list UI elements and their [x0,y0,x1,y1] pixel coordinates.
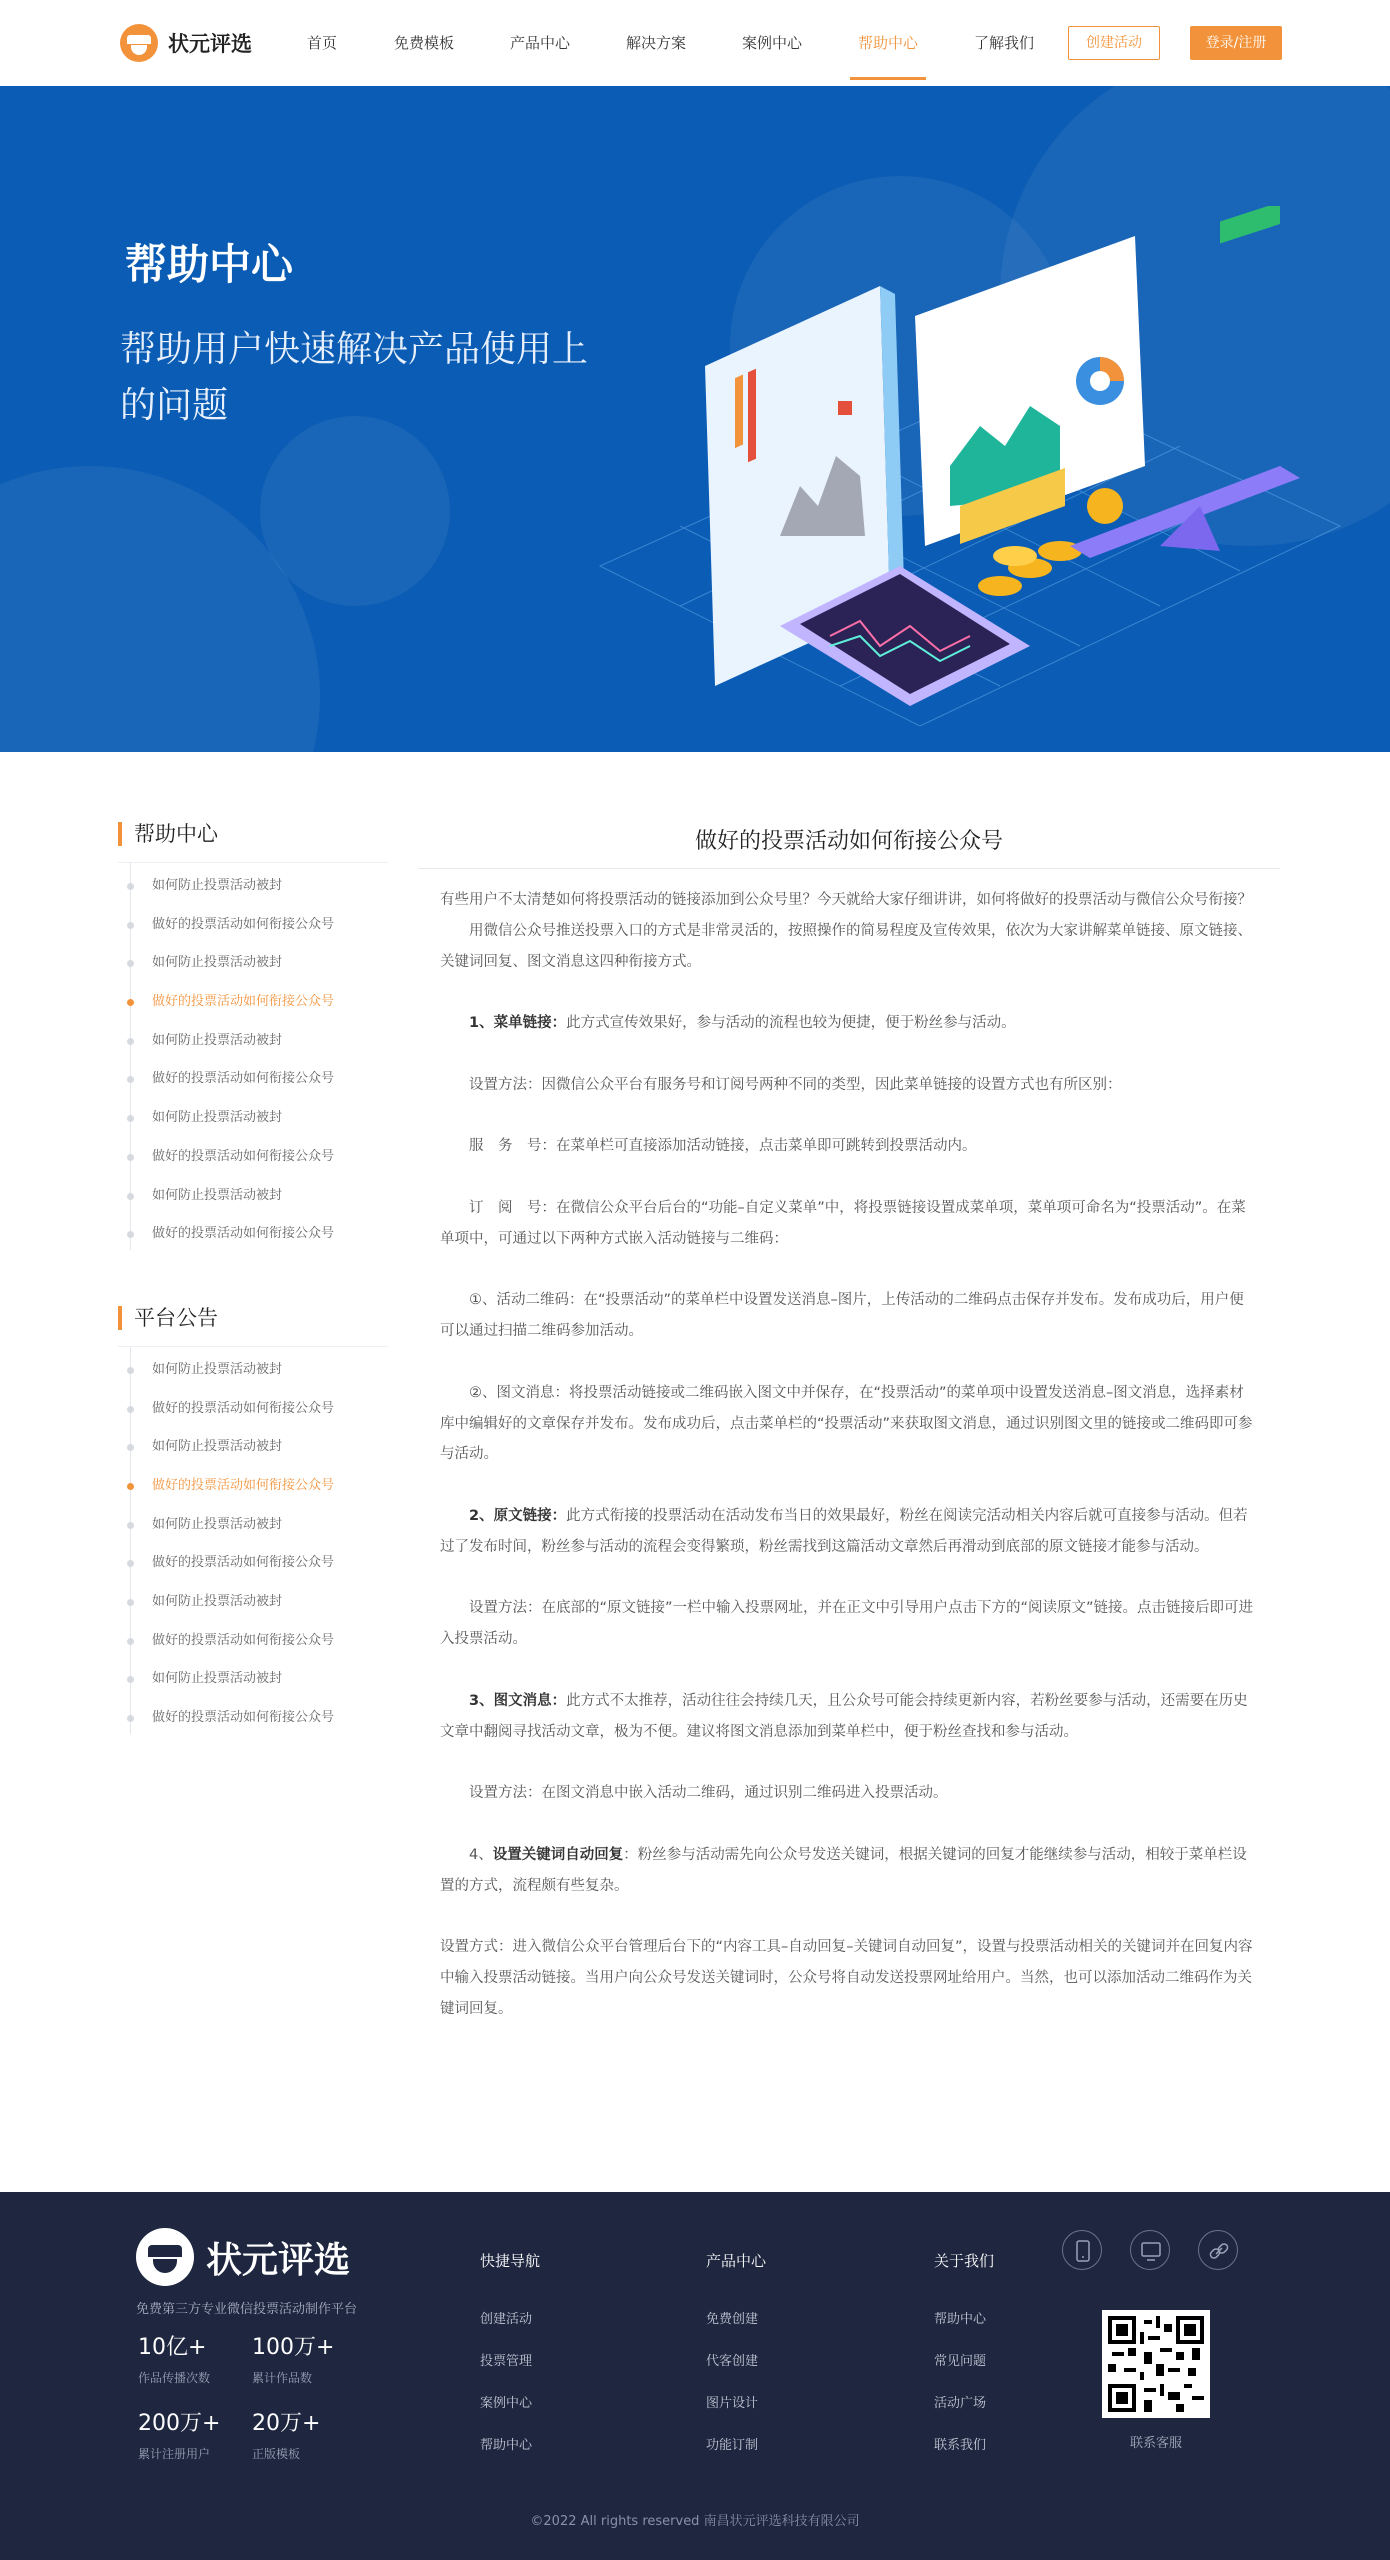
sidebar-item[interactable]: 做好的投票活动如何衔接公众号 [130,1390,388,1429]
article [418,822,1280,2024]
footer-link[interactable]: 免费创建 [706,2312,759,2327]
article-paragraph: 设置方式：进入微信公众平台管理后台下的“内容工具–自动回复–关键词自动回复”，设置与投票活动相关的关键词并在回复内容中输入投票活动链接。当用户向公众号发送关键词时，公众号将自动发送投票网址给用户。当然，也可以添加活动二维码作为关键词回复。 [440,1939,1253,2017]
footer-link[interactable]: 创建活动 [480,2312,533,2327]
article-body [418,885,1280,2024]
sidebar-item[interactable]: 做好的投票活动如何衔接公众号 [130,1699,388,1738]
section-heading: 3、图文消息： [469,1692,567,1709]
link-icon[interactable] [1198,2230,1238,2270]
phone-icon[interactable] [1062,2230,1102,2270]
sidebar-section-help [118,822,388,1254]
footer-column-nav [480,2250,600,2454]
footer-stat: 10亿+ 作品传播次数 [138,2335,211,2385]
nav-free-templates[interactable]: 免费模板 [393,34,454,52]
footer-logo-icon [136,2228,194,2286]
main-nav [284,0,1042,86]
sidebar-item[interactable]: 做好的投票活动如何衔接公众号 [130,1060,388,1099]
nav-about[interactable]: 了解我们 [973,34,1034,52]
footer-slogan: 免费第三方专业微信投票活动制作平台 [136,2302,358,2317]
article-paragraph: ①、活动二维码：在“投票活动”的菜单栏中设置发送消息–图片，上传活动的二维码点击保存并发布。发布成功后，用户便可以通过扫描二维码参加活动。 [440,1292,1244,1340]
footer-column-title: 关于我们 [934,2252,995,2270]
footer-link[interactable]: 活动广场 [934,2396,987,2411]
logo-text: 状元评选 [168,32,252,56]
hero-banner [0,86,1390,752]
sidebar-item[interactable]: 如何防止投票活动被封 [130,1660,388,1699]
article-paragraph: 服 务 号：在菜单栏可直接添加活动链接，点击菜单即可跳转到投票活动内。 [469,1138,977,1155]
article-paragraph: 3、图文消息：此方式不太推荐，活动往往会持续几天，且公众号可能会持续更新内容，若粉丝要参与活动，还需要在历史文章中翻阅寻找活动文章，极为不便。建议将图文消息添加到菜单栏中，便于粉丝查找和参与活动。 [440,1692,1248,1740]
nav-help-center[interactable]: 帮助中心 [850,0,926,86]
article-paragraph: 1、菜单链接：此方式宣传效果好，参与活动的流程也较为便捷，便于粉丝参与活动。 [469,1015,1016,1032]
footer-column-title: 快捷导航 [480,2252,541,2270]
footer-link[interactable]: 常见问题 [934,2354,987,2369]
footer-stat: 20万+ 正版模板 [252,2411,321,2461]
sidebar-item[interactable]: 做好的投票活动如何衔接公众号 [130,1138,388,1177]
footer-link[interactable]: 帮助中心 [934,2312,987,2327]
hero-subtitle: 帮助用户快速解决产品使用上的问题 [120,329,589,426]
hero-title: 帮助中心 [125,240,294,289]
help-sidebar [118,822,388,1738]
footer-column-title: 产品中心 [706,2252,767,2270]
article-paragraph: 订 阅 号：在微信公众平台后台的“功能–自定义菜单”中，将投票链接设置成菜单项，菜单项可命名为“投票活动”。在菜单项中，可通过以下两种方式嵌入活动链接与二维码： [440,1199,1246,1247]
sidebar-title: 平台公告 [118,1306,388,1330]
sidebar-title: 帮助中心 [118,822,388,846]
section-heading: 设置关键词自动回复 [492,1846,624,1863]
data-dashboard-illustration [560,206,1360,726]
sidebar-item[interactable]: 做好的投票活动如何衔接公众号 [130,1544,388,1583]
nav-solutions[interactable]: 解决方案 [625,34,686,52]
footer-logo[interactable] [136,2228,350,2286]
article-paragraph: 有些用户不太清楚如何将投票活动的链接添加到公众号里？今天就给大家仔细讲讲，如何将做好的投票活动与微信公众号衔接？ [440,892,1252,908]
article-paragraph: 设置方法：在图文消息中嵌入活动二维码，通过识别二维码进入投票活动。 [469,1785,948,1802]
footer-link[interactable]: 帮助中心 [480,2438,533,2453]
footer-link[interactable]: 图片设计 [706,2396,759,2411]
article-paragraph: 用微信公众号推送投票入口的方式是非常灵活的，按照操作的简易程度及宣传效果，依次为大家讲解菜单链接、原文链接、关键词回复、图文消息这四种衔接方式。 [440,922,1252,970]
footer-logo-text: 状元评选 [206,2239,351,2281]
sidebar-section-announcements [118,1306,388,1738]
sidebar-item[interactable]: 如何防止投票活动被封 [130,1428,388,1467]
article-paragraph: 设置方法：因微信公众平台有服务号和订阅号两种不同的类型，因此菜单链接的设置方式也有所区别： [469,1076,1122,1093]
article-paragraph: 2、原文链接：此方式衔接的投票活动在活动发布当日的效果最好，粉丝在阅读完活动相关内容后就可直接参与活动。但若过了发布时间，粉丝参与活动的流程会变得繁琐，粉丝需找到这篇活动文章然后再滑动到底部的原文链接才能参与活动。 [440,1507,1248,1555]
qr-code [1102,2310,1210,2418]
article-paragraph: 设置方法：在底部的“原文链接”一栏中输入投票网址，并在正文中引导用户点击下方的“阅读原文”链接。点击链接后即可进入投票活动。 [440,1600,1254,1648]
footer-link[interactable]: 联系我们 [934,2438,987,2453]
sidebar-item[interactable]: 如何防止投票活动被封 [130,1177,388,1216]
article-paragraph: ②、图文消息：将投票活动链接或二维码嵌入图文中并保存，在“投票活动”的菜单项中设置发送消息–图文消息，选择素材库中编辑好的文章保存并发布。发布成功后，点击菜单栏的“投票活动”来获取图文消息，通过识别图文里的链接或二维码即可参与活动。 [440,1384,1253,1463]
logo-icon [120,24,158,62]
footer-link[interactable]: 代客创建 [706,2354,759,2369]
footer-link[interactable]: 功能订制 [706,2438,759,2453]
sidebar-item[interactable]: 如何防止投票活动被封 [130,867,388,906]
sidebar-item[interactable]: 做好的投票活动如何衔接公众号 [130,1215,388,1254]
sidebar-list [130,1347,388,1738]
article-paragraph: 4、设置关键词自动回复：粉丝参与活动需先向公众号发送关键词，根据关键词的回复才能继续参与活动，相较于菜单栏设置的方式，流程颇有些复杂。 [440,1846,1247,1894]
sidebar-item[interactable]: 如何防止投票活动被封 [130,1099,388,1138]
sidebar-item[interactable]: 如何防止投票活动被封 [130,1351,388,1390]
footer-link[interactable]: 投票管理 [480,2354,533,2369]
footer-stat: 200万+ 累计注册用户 [138,2411,221,2461]
sidebar-item-active[interactable]: 做好的投票活动如何衔接公众号 [130,1467,388,1506]
sidebar-item[interactable]: 做好的投票活动如何衔接公众号 [130,1622,388,1661]
monitor-icon[interactable] [1130,2230,1170,2270]
login-register-button[interactable]: 登录/注册 [1190,26,1282,60]
sidebar-item[interactable]: 如何防止投票活动被封 [130,1583,388,1622]
site-footer [0,2192,1390,2560]
create-activity-button[interactable]: 创建活动 [1068,26,1160,60]
sidebar-item-active[interactable]: 做好的投票活动如何衔接公众号 [130,983,388,1022]
footer-column-about [934,2250,1054,2454]
section-heading: 2、原文链接： [469,1507,567,1524]
qr-code-label: 联系客服 [1129,2436,1182,2451]
section-heading: 1、菜单链接： [469,1015,567,1032]
sidebar-item[interactable]: 如何防止投票活动被封 [130,1022,388,1061]
nav-cases[interactable]: 案例中心 [741,34,802,52]
article-divider [418,868,1280,869]
top-header [0,0,1390,86]
copyright-text: ©2022 All rights reserved 南昌状元评选科技有限公司 [530,2514,860,2529]
footer-stat: 100万+ 累计作品数 [252,2335,335,2385]
hero-bg-circle [260,416,450,606]
sidebar-item[interactable]: 如何防止投票活动被封 [130,944,388,983]
sidebar-item[interactable]: 做好的投票活动如何衔接公众号 [130,906,388,945]
footer-link[interactable]: 案例中心 [480,2396,533,2411]
nav-home[interactable]: 首页 [306,34,337,52]
sidebar-list [130,863,388,1254]
nav-products[interactable]: 产品中心 [509,34,570,52]
footer-column-products [706,2250,826,2454]
sidebar-item[interactable]: 如何防止投票活动被封 [130,1506,388,1545]
site-logo[interactable] [120,22,252,64]
article-title: 做好的投票活动如何衔接公众号 [694,829,1003,854]
